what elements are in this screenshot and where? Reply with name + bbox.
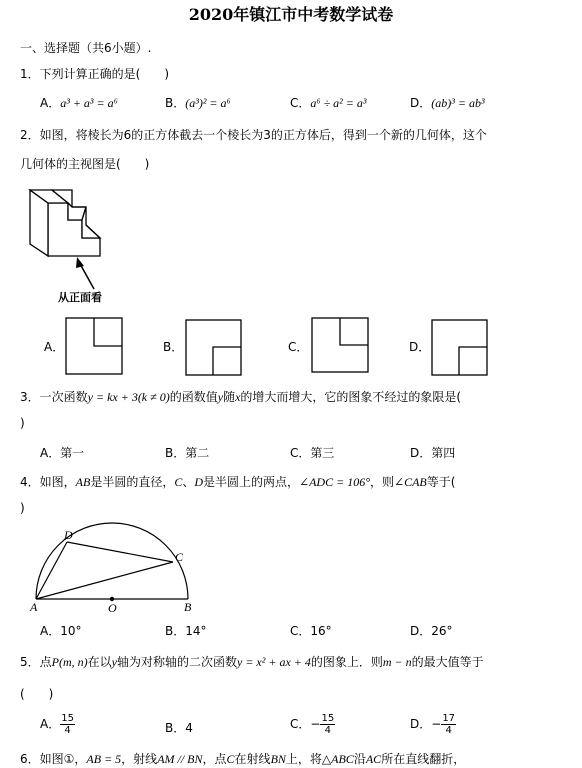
q3-option-a[interactable]: A．第一 <box>40 446 85 460</box>
q2-option-c-label[interactable]: C． <box>288 340 309 354</box>
q4-label-b: B <box>184 600 192 614</box>
section-heading: 一、选择题（共6小题）. <box>20 41 152 55</box>
q3-option-b[interactable]: B．第二 <box>165 446 210 460</box>
q2-option-d-label[interactable]: D． <box>409 340 431 354</box>
q1-option-c[interactable]: C．a⁶ ÷ a² = a³ <box>290 96 367 110</box>
q3-option-c[interactable]: C．第三 <box>290 446 335 460</box>
q4-option-b[interactable]: B．14° <box>165 624 207 638</box>
q5-option-c[interactable]: C．− $\frac{15}{4}$ <box>290 713 335 736</box>
q4-label-c: C <box>175 550 184 564</box>
q1-stem: 1．下列计算正确的是( ) <box>20 67 169 81</box>
exam-title: 2020年镇江市中考数学试卷 <box>188 5 394 24</box>
q5-option-b[interactable]: B．4 <box>165 721 193 735</box>
q3-stem-line2: ) <box>20 416 25 430</box>
q4-option-d[interactable]: D．26° <box>410 624 453 638</box>
q1-option-d[interactable]: D．(ab)³ = ab³ <box>410 96 485 110</box>
q1-option-a[interactable]: A．a³ + a³ = a⁶ <box>40 96 118 110</box>
q3-option-d[interactable]: D．第四 <box>410 446 456 460</box>
q4-label-a: A <box>30 600 38 614</box>
q4-option-a[interactable]: A．10° <box>40 624 82 638</box>
q2-stem-line2: 几何体的主视图是( ) <box>20 157 150 171</box>
q2-option-b-label[interactable]: B． <box>163 340 184 354</box>
q5-option-d[interactable]: D．− $\frac{17}{4}$ <box>410 713 456 736</box>
q5-stem: 5．点P(m, n)在以y轴为对称轴的二次函数y = x² + ax + 4的图象上．则m − n的最大值等于 <box>20 655 484 669</box>
q2-option-a-label[interactable]: A． <box>44 340 65 354</box>
q3-stem: 3．一次函数y = kx + 3(k ≠ 0)的函数值y随x的增大而增大，它的图象不经过的象限是( <box>20 390 462 404</box>
q1-option-b[interactable]: B．(a³)² = a⁶ <box>165 96 231 110</box>
q5-option-a[interactable]: A． $\frac{15}{4}$ <box>40 713 74 736</box>
q4-stem: 4．如图，AB是半圆的直径，C、D是半圆上的两点，∠ADC = 106°，则∠CAB等于( <box>20 475 456 489</box>
q4-stem-line2: ) <box>20 501 25 515</box>
q4-label-o: O <box>108 601 117 615</box>
view-direction-label: 从正面看 <box>58 291 102 304</box>
q5-stem-line2: ( ) <box>20 687 54 701</box>
q4-label-d: D <box>64 528 73 542</box>
q4-option-c[interactable]: C．16° <box>290 624 332 638</box>
q2-stem-line1: 2．如图，将棱长为6的正方体截去一个棱长为3的正方体后，得到一个新的几何体，这个 <box>20 128 487 142</box>
q6-stem: 6．如图①，AB = 5，射线AM // BN，点C在射线BN上，将△ABC沿AC所在直线翻折， <box>20 752 466 766</box>
